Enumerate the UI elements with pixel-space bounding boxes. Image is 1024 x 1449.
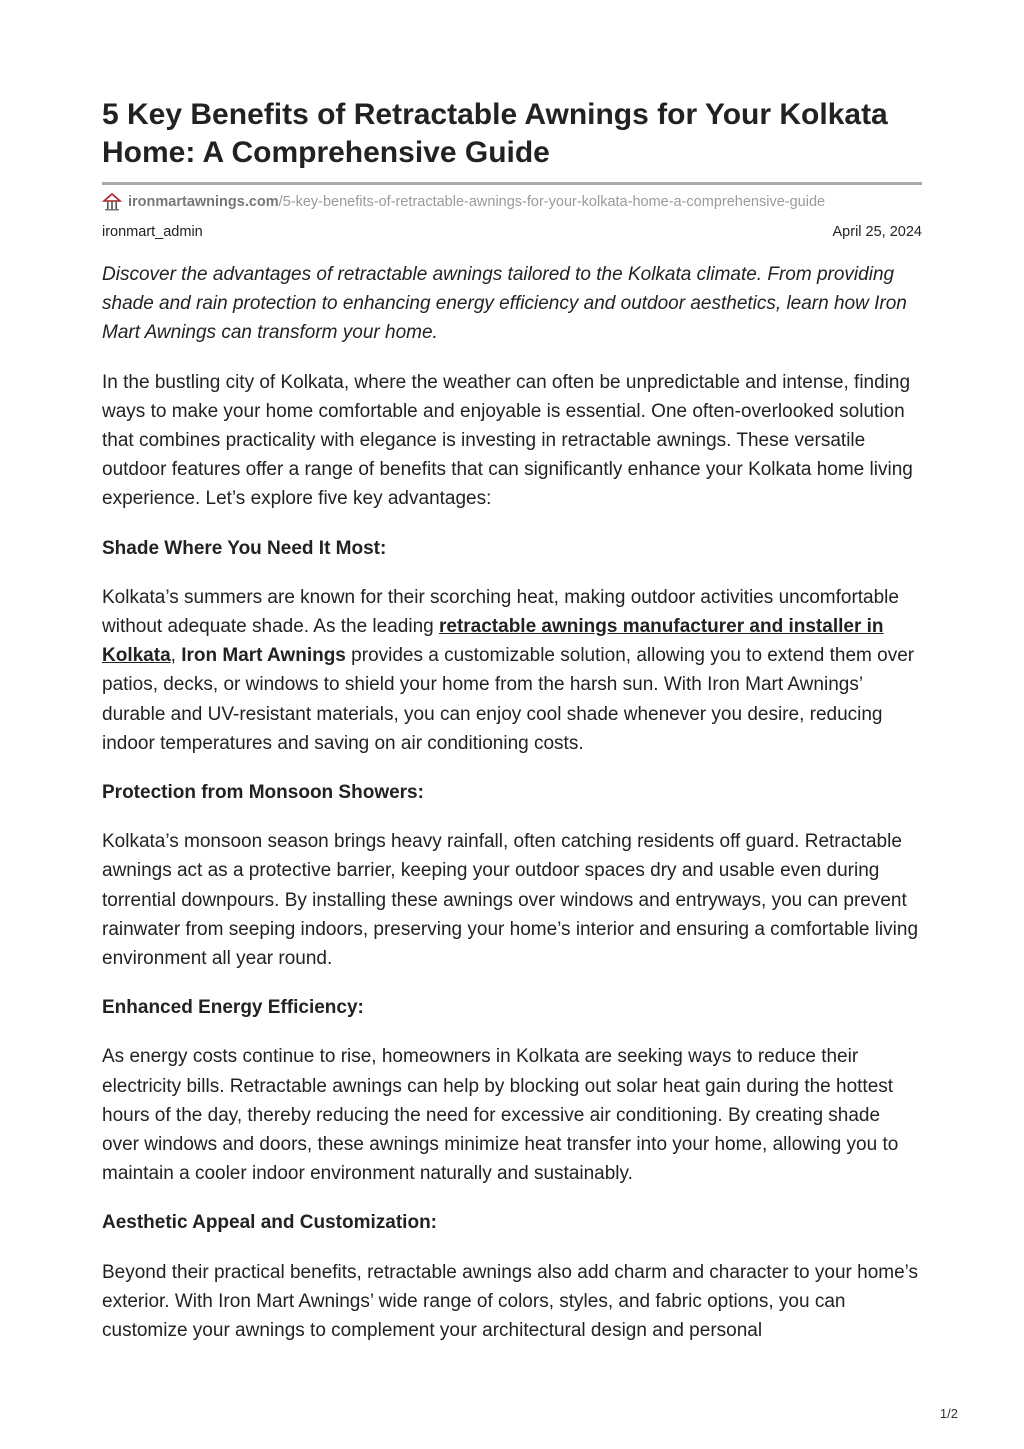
article-intro: In the bustling city of Kolkata, where the weather can often be unpredictable and intense, finding ways to make your home comfortable and enjoyable is essential. One often-overlooked solution that combines practicality with elegance is investing in retractable awnings. These versatile outdoor features offer a range of benefits that can significantly enhance your Kolkata home living experience. Let’s explore five key advantages: — [102, 371, 913, 510]
article-body — [102, 260, 922, 1345]
source-domain[interactable]: ironmartawnings.com — [128, 194, 279, 210]
author-name: ironmart_admin — [102, 224, 203, 240]
shade-text-between: , — [170, 645, 182, 667]
source-url[interactable] — [102, 192, 922, 212]
section-heading-energy: Enhanced Energy Efficiency: — [102, 997, 364, 1019]
section-heading-monsoon: Protection from Monsoon Showers: — [102, 782, 424, 804]
article-meta — [102, 222, 922, 242]
section-text-shade — [102, 583, 922, 758]
brand-name: Iron Mart Awnings — [181, 645, 346, 667]
section-text-aesthetic: Beyond their practical benefits, retractable awnings also add charm and character to your home’s exterior. With Iron Mart Awnings’ wide range of colors, styles, and fabric options, you can customize your awnings to complement your architectural design and personal — [102, 1261, 919, 1342]
article-lead: Discover the advantages of retractable awnings tailored to the Kolkata climate. From providing shade and rain protection to enhancing energy efficiency and outdoor aesthetics, learn how Iron Mart Awnings can transform your home. — [102, 264, 907, 344]
source-path[interactable]: /5-key-benefits-of-retractable-awnings-for-your-kolkata-home-a-comprehensive-guide — [278, 194, 826, 210]
page-title: 5 Key Benefits of Retractable Awnings for Your Kolkata Home: A Comprehensive Guide — [102, 98, 888, 169]
ironmart-logo-icon — [102, 192, 122, 212]
shade-text-before: Kolkata’s summers are known for their scorching heat, making outdoor activities uncomfortable without adequate shade. As the leading — [102, 586, 899, 638]
publish-date: April 25, 2024 — [832, 224, 922, 240]
manufacturer-link[interactable]: retractable awnings manufacturer and installer in Kolkata — [102, 616, 884, 667]
section-text-monsoon: Kolkata’s monsoon season brings heavy rainfall, often catching residents off guard. Retractable awnings act as a protective barrier, keeping your outdoor spaces dry and usable even during torrential downpours. By installing these awnings over windows and entryways, you can prevent rainwater from seeping indoors, preserving your home’s interior and ensuring a comfortable living environment all year round. — [102, 831, 919, 970]
page-number: 1/2 — [939, 1406, 958, 1421]
document-page — [102, 0, 922, 1365]
section-heading-aesthetic: Aesthetic Appeal and Customization: — [102, 1212, 437, 1234]
shade-text-after: provides a customizable solution, allowing you to extend them over patios, decks, or windows to shield your home from the harsh sun. With Iron Mart Awnings’ durable and UV-resistant materials, you can enjoy cool shade whenever you desire, reducing indoor temperatures and saving on air conditioning costs. — [102, 645, 915, 754]
title-divider — [102, 182, 922, 185]
section-heading-shade: Shade Where You Need It Most: — [102, 537, 387, 559]
section-text-energy: As energy costs continue to rise, homeowners in Kolkata are seeking ways to reduce their electricity bills. Retractable awnings can help by blocking out solar heat gain during the hottest hours of the day, thereby reducing the need for excessive air conditioning. By creating shade over windows and doors, these awnings minimize heat transfer into your home, allowing you to maintain a cooler indoor environment naturally and sustainably. — [102, 1046, 899, 1185]
